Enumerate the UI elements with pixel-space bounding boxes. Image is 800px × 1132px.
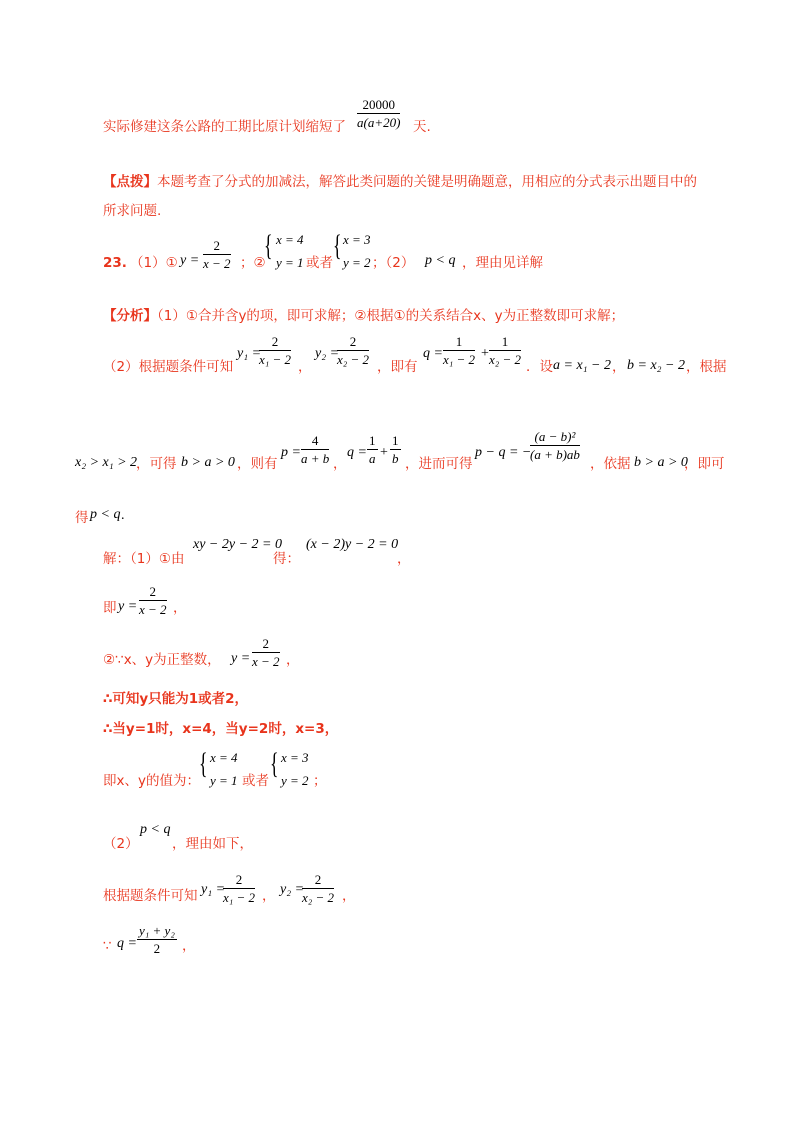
period: .: [121, 508, 125, 523]
jie-line6: 即x、y的值为：: [103, 773, 200, 789]
because: ∵: [103, 938, 112, 954]
y1-fraction: [259, 335, 291, 366]
q-half-num: y₁ + y₂: [139, 923, 175, 938]
p-minus-q: p − q = −: [475, 445, 532, 460]
q23-part2: ；（2）: [372, 255, 415, 271]
y-frac-num: 2: [139, 585, 167, 601]
sys3-a: x = 4: [210, 750, 238, 765]
q-frac2-den: x₂ − 2: [489, 352, 522, 367]
zeyou: ，则有: [237, 456, 278, 472]
b-eq: b = x₂ − 2: [627, 358, 685, 373]
y2b-frac-den: x₂ − 2: [302, 890, 335, 905]
q23-reason: ，理由见详解: [462, 255, 543, 271]
pmq-frac-den: (a + b)ab: [530, 447, 580, 462]
q-half-den: 2: [153, 941, 161, 956]
fenxi-tag: 【分析】: [103, 308, 157, 324]
dianbo-text: 本题考查了分式的加减法，解答此类问题的关键是明确题意，用相应的分式表示出题目中的: [157, 174, 697, 190]
y2-fraction-2: [302, 873, 334, 904]
comma: ，: [333, 456, 347, 472]
q23-y-eq: y =: [180, 253, 200, 268]
part2-label: （2）: [103, 836, 139, 852]
comma: ，: [342, 888, 356, 904]
y-fraction: [139, 585, 167, 616]
y2-eq-2: y₂ =: [280, 882, 305, 897]
q-frac-b: [390, 434, 401, 465]
y2-eq: y₂ =: [315, 346, 340, 361]
brace-icon: {: [333, 229, 342, 262]
jin: ，进而可得: [405, 456, 473, 472]
q-frac1-num: 1: [443, 335, 475, 351]
pmq-frac-num: (a − b)²: [530, 430, 580, 446]
shortened-days-text: 实际修建这条公路的工期比原计划缩短了: [103, 119, 346, 135]
q23-part1: （1）①: [130, 255, 178, 271]
comma: ，: [173, 600, 187, 616]
days-unit: 天.: [413, 119, 431, 135]
y1-frac-num: 2: [259, 335, 291, 351]
fenxi-line2a: （2）根据题条件可知: [103, 359, 234, 375]
she: ．设: [526, 359, 553, 375]
plus: +: [481, 346, 489, 361]
y2-fraction: [337, 335, 369, 366]
q23-label: 23.: [103, 255, 127, 271]
q-frac1-den: x₁ − 2: [443, 352, 476, 367]
de-text: 得: [75, 510, 89, 526]
kede: ，可得: [136, 456, 177, 472]
brace-icon: {: [199, 747, 208, 780]
q23-frac-num: 2: [203, 239, 231, 255]
brace-icon: {: [264, 229, 273, 262]
y-frac2-num: 2: [252, 637, 280, 653]
b-gt-a: b > a > 0: [181, 455, 235, 470]
q-frac-a: [367, 434, 378, 465]
q-eq2: q =: [347, 445, 367, 460]
comma: ，: [286, 652, 300, 668]
eq2: (x − 2)y − 2 = 0: [306, 537, 399, 552]
q23-or: 或者: [306, 255, 333, 271]
q-eq: q =: [423, 346, 443, 361]
q-frac-a-num: 1: [369, 433, 376, 448]
fenxi-line1: [103, 310, 624, 324]
sys3-b: y = 1: [210, 773, 238, 788]
comma: ，: [397, 551, 411, 567]
ji: 即: [103, 600, 117, 616]
y-frac-den: x − 2: [139, 602, 167, 617]
semi: ；: [313, 773, 327, 789]
fraction-denominator: a(a+20): [357, 115, 401, 130]
y1-eq: y₁ =: [237, 346, 262, 361]
y-eq2: y =: [231, 651, 251, 666]
q-half-eq: q =: [117, 936, 137, 951]
p-eq: p =: [281, 445, 301, 460]
q-frac-a-den: a: [369, 451, 376, 466]
y-eq: y =: [118, 599, 138, 614]
jie-line8: 根据题条件可知: [103, 888, 198, 904]
or: 或者: [242, 773, 269, 789]
sys1-b: y = 1: [276, 255, 304, 270]
jie-line4: ∴可知y只能为1或者2，: [103, 691, 248, 707]
q23-fraction: [203, 239, 231, 270]
q-frac1: [443, 335, 475, 366]
y1-fraction-2: [223, 873, 255, 904]
dianbo-line1: [103, 176, 697, 190]
y2-frac-num: 2: [337, 335, 369, 351]
q-frac-b-num: 1: [392, 433, 399, 448]
de: 得：: [273, 551, 300, 567]
y2b-frac-num: 2: [302, 873, 334, 889]
sys1-a: x = 4: [276, 232, 304, 247]
eq1: xy − 2y − 2 = 0: [193, 537, 282, 552]
y1b-frac-den: x₁ − 2: [223, 890, 256, 905]
sys4-a: x = 3: [281, 750, 309, 765]
jie-line5: ∴当y=1时，x=4，当y=2时，x=3，: [103, 721, 339, 737]
comma: ，: [298, 359, 312, 375]
q23-pq: p < q: [425, 253, 456, 268]
fenxi-text: （1）①合并含y的项，即可求解；②根据①的关系结合x、y为正整数即可求解；: [157, 308, 625, 324]
dianbo-tag: 【点拨】: [103, 174, 157, 190]
q23-semi: ；②: [240, 255, 266, 271]
p-frac-den: a + b: [301, 451, 330, 466]
q-frac2: [489, 335, 521, 366]
p-lt-q: p < q: [90, 507, 121, 522]
y1b-frac-num: 2: [223, 873, 255, 889]
q23-frac-den: x − 2: [203, 256, 231, 271]
yiju: ，依据: [590, 456, 631, 472]
part2-reason: ，理由如下，: [172, 836, 253, 852]
q-frac2-num: 1: [489, 335, 521, 351]
fraction-numerator: 20000: [357, 98, 400, 114]
jie-line3: ②∵x、y为正整数，: [103, 652, 221, 668]
jie-line1: 解：（1）①由: [103, 551, 185, 567]
b-gt-a-2: b > a > 0: [634, 455, 688, 470]
jike: ，即可: [684, 456, 725, 472]
p-lt-q-2: p < q: [140, 822, 171, 837]
sys2-b: y = 2: [343, 255, 371, 270]
p-frac-num: 4: [301, 434, 329, 450]
y-fraction2: [252, 637, 280, 668]
p-fraction: [301, 434, 329, 465]
comma: ，: [262, 888, 276, 904]
pmq-fraction: [530, 430, 580, 461]
a-eq: a = x₁ − 2: [553, 358, 611, 373]
y2-frac-den: x₂ − 2: [337, 352, 370, 367]
sys2-a: x = 3: [343, 232, 371, 247]
genju: ，根据: [686, 359, 727, 375]
dianbo-line2: 所求问题.: [103, 203, 162, 219]
y1-frac-den: x₁ − 2: [259, 352, 292, 367]
plus: +: [380, 445, 388, 460]
fraction-days: [357, 98, 400, 129]
y-frac2-den: x − 2: [252, 654, 280, 669]
x-ineq: x₂ > x₁ > 2: [75, 455, 138, 470]
comma: ，: [182, 938, 196, 954]
q-frac-b-den: b: [392, 451, 399, 466]
comma: ，: [612, 359, 626, 375]
q-half-fraction: [137, 924, 177, 955]
jiyou: ，即有: [377, 359, 418, 375]
y1-eq-2: y₁ =: [201, 882, 226, 897]
sys4-b: y = 2: [281, 773, 309, 788]
brace-icon: {: [270, 747, 279, 780]
